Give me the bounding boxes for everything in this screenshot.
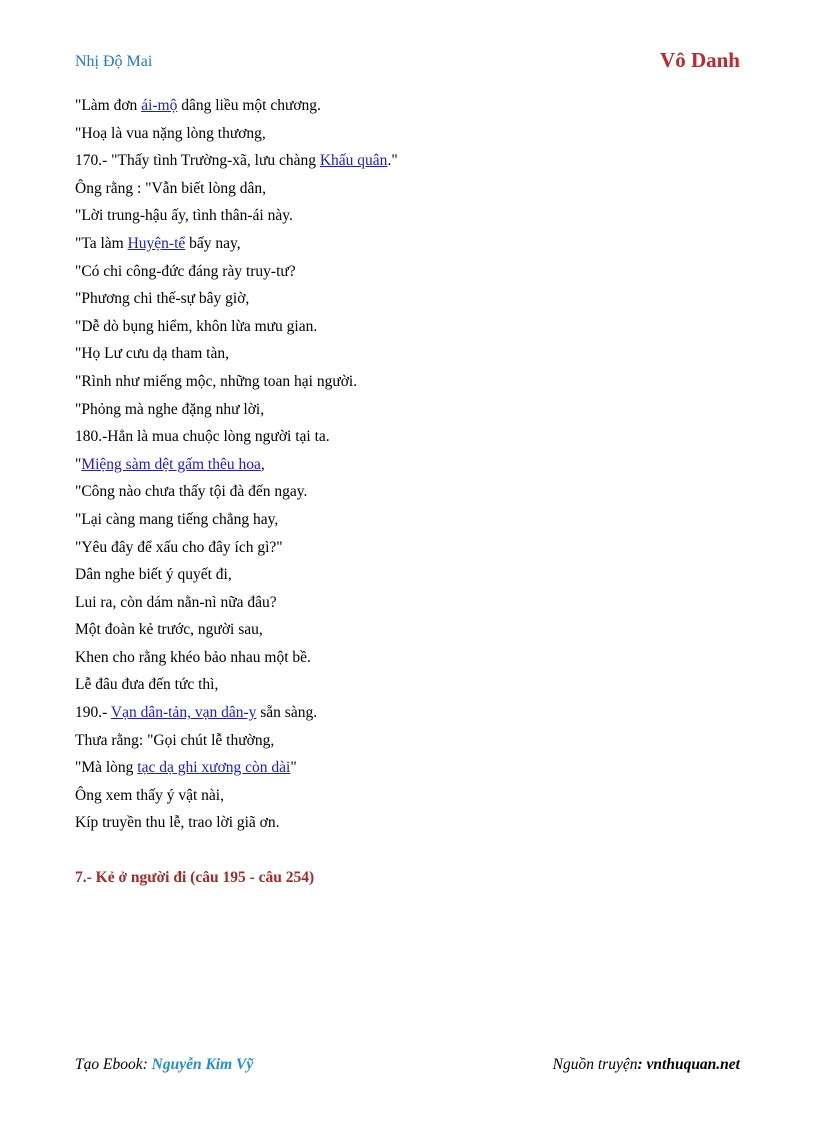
poem-text: "Lời trung-hậu ấy, tình thân-ái này.: [75, 207, 293, 225]
poem-text: "Dễ dò bụng hiểm, khôn lừa mưu gian.: [75, 317, 318, 335]
poem-text: "Lại càng mang tiếng chẳng hay,: [75, 510, 279, 528]
annotation-link[interactable]: tạc dạ ghi xương còn dài: [137, 759, 291, 777]
poem-line: [75, 451, 735, 479]
poem-text: Kíp truyền thu lễ, trao lời giã ơn.: [75, 814, 280, 832]
section-heading: 7.- Kẻ ở người đi (câu 195 - câu 254): [75, 869, 315, 886]
poem-text: "Rình như miếng mộc, những toan hại người.: [75, 372, 358, 390]
footer-source-credit: [553, 1056, 740, 1074]
poem-text: ": [290, 759, 297, 777]
poem-line: [75, 644, 735, 672]
poem-text: 190.-: [75, 704, 111, 722]
poem-line: [75, 368, 735, 396]
annotation-link[interactable]: Miệng sàm dệt gấm thêu hoa: [81, 455, 261, 473]
annotation-link[interactable]: Khấu quân: [319, 152, 388, 170]
poem-text: Thưa rằng: "Gọi chút lễ thường,: [75, 731, 275, 749]
poem-body: [75, 92, 735, 837]
poem-line: [75, 534, 735, 562]
poem-line: [75, 147, 735, 175]
poem-line: [75, 313, 735, 341]
poem-text: "Yêu đây để xấu cho đây ích gì?": [75, 538, 283, 556]
poem-line: [75, 230, 735, 258]
poem-text: "Hoạ là vua nặng lòng thương,: [75, 124, 266, 142]
poem-line: [75, 285, 735, 313]
annotation-link[interactable]: ái-mộ: [141, 97, 178, 114]
poem-text: ,: [260, 455, 265, 473]
poem-line: [75, 754, 735, 782]
poem-line: [75, 616, 735, 644]
footer-ebook-name: Nguyễn Kim Vỹ: [151, 1056, 254, 1073]
poem-text: "Phỏng mà nghe đặng như lời,: [75, 400, 265, 418]
poem-text: Khen cho rằng khéo bảo nhau một bề.: [75, 648, 311, 666]
poem-text: "Làm đơn: [75, 97, 142, 114]
poem-text: Dân nghe biết ý quyết đi,: [75, 566, 232, 584]
footer-source-sep: :: [637, 1056, 647, 1073]
poem-line: [75, 175, 735, 203]
footer-source-label: Nguồn truyện: [552, 1056, 638, 1073]
poem-line: [75, 782, 735, 810]
poem-text: 170.- "Thấy tình Trường-xã, lưu chàng: [75, 152, 320, 170]
poem-text: Ông xem thấy ý vật nài,: [75, 786, 224, 804]
poem-text: Lễ đâu đưa đến tức thì,: [75, 676, 219, 694]
footer-source-site: vnthuquan.net: [646, 1056, 740, 1073]
poem-line: [75, 561, 735, 589]
footer-ebook-label: Tạo Ebook: [75, 1056, 143, 1073]
poem-line: [75, 506, 735, 534]
poem-line: [75, 727, 735, 755]
poem-text: .": [387, 152, 398, 170]
poem-text: bấy nay,: [185, 234, 241, 252]
poem-text: 180.-Hẳn là mua chuộc lòng người tại ta.: [75, 428, 330, 446]
footer-ebook-credit: [75, 1056, 253, 1074]
annotation-link[interactable]: Vạn dân-tản, vạn dân-y: [110, 704, 257, 722]
author-name: Vô Danh: [660, 48, 740, 72]
poem-line: [75, 258, 735, 286]
poem-text: dâng liều một chương.: [177, 97, 321, 114]
poem-text: Ông rằng : "Vẫn biết lòng dân,: [75, 179, 266, 197]
poem-text: Lui ra, còn dám nằn-nì nữa đâu?: [75, 593, 277, 611]
poem-line: [75, 589, 735, 617]
poem-line: [75, 809, 735, 837]
annotation-link[interactable]: Huyện-tể: [127, 234, 186, 252]
poem-line: [75, 478, 735, 506]
poem-text: ": [75, 455, 82, 473]
footer-ebook-sep: :: [142, 1056, 152, 1073]
poem-line: [75, 202, 735, 230]
poem-line: [75, 120, 735, 148]
poem-text: "Họ Lư cưu dạ tham tàn,: [75, 345, 229, 363]
poem-text: "Có chi công-đức đáng rày truy-tư?: [75, 262, 296, 280]
poem-text: "Ta làm: [75, 234, 128, 252]
poem-line: [75, 396, 735, 424]
poem-line: [75, 92, 735, 120]
poem-text: "Công nào chưa thấy tội đà đến ngay.: [75, 483, 308, 501]
poem-line: [75, 340, 735, 368]
poem-line: [75, 699, 735, 727]
poem-text: sẵn sàng.: [256, 704, 318, 722]
book-title: Nhị Độ Mai: [75, 53, 153, 70]
poem-line: [75, 671, 735, 699]
poem-text: Một đoàn kẻ trước, người sau,: [75, 621, 263, 639]
poem-line: [75, 423, 735, 451]
poem-text: "Mà lòng: [75, 759, 138, 777]
poem-text: "Phương chi thế-sự bây giờ,: [75, 290, 250, 308]
